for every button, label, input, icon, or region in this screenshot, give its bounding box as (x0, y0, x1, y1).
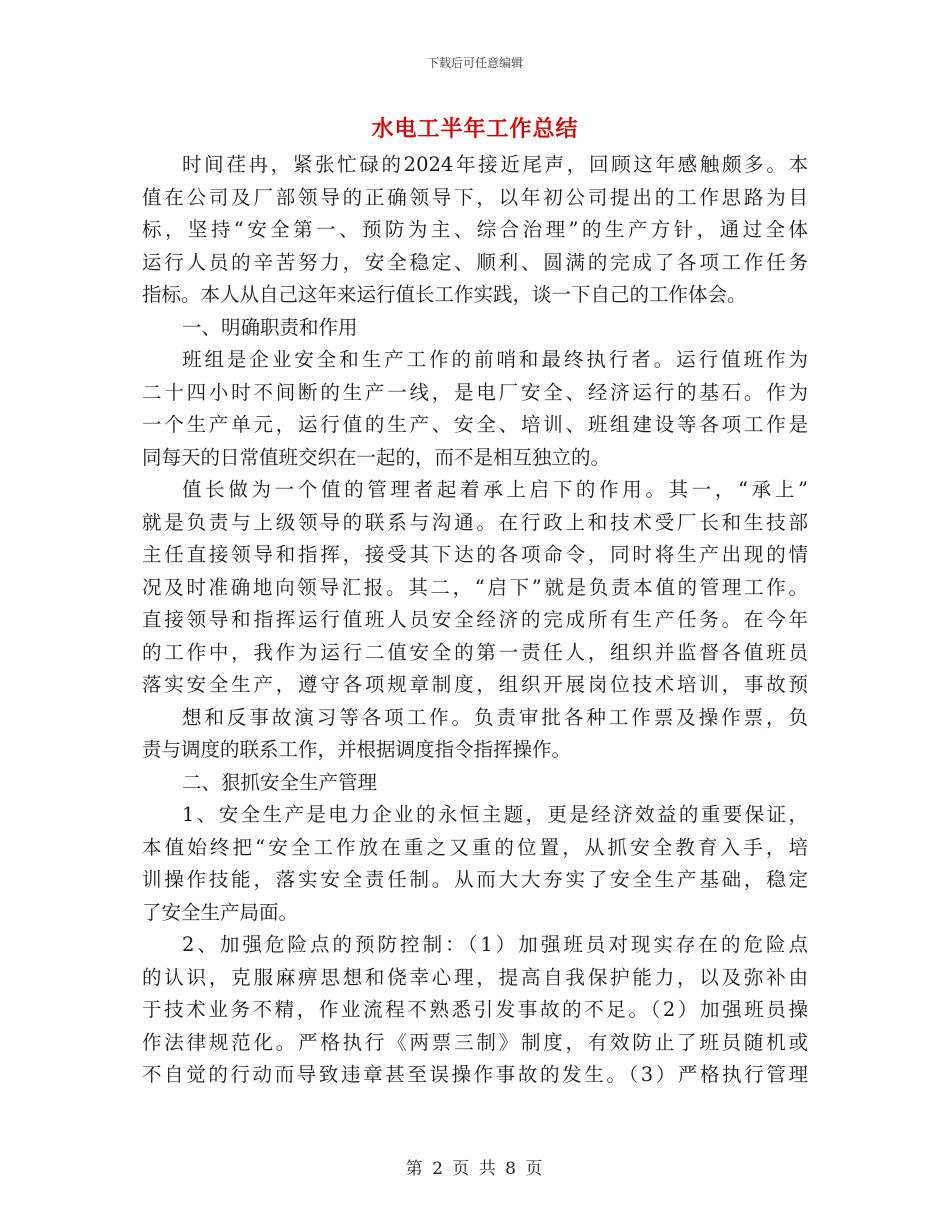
text-line: 就是负责与上级领导的联系与沟通。在行政上和技术受厂长和生技部 (142, 510, 808, 534)
text-line: 值在公司及厂部领导的正确领导下，以年初公司提出的工作思路为目 (142, 185, 808, 209)
text-line: 一个生产单元，运行值的生产、安全、培训、班组建设等各项工作是 (142, 413, 808, 436)
page-header-note: 下载后可任意编辑 (426, 56, 523, 70)
text-line: 标，坚持“安全第一、预防为主、综合治理”的生产方针，通过全体 (142, 218, 808, 241)
text-line: 一、明确职责和作用 (182, 315, 358, 339)
text-line: 二十四小时不间断的生产一线，是电厂安全、经济运行的基石。作为 (142, 380, 808, 404)
text-line: 的认识，克服麻痹思想和侥幸心理，提高自我保护能力，以及弥补由 (142, 965, 808, 989)
text-line: 落实安全生产，遵守各项规章制度，组织开展岗位技术培训，事故预 (142, 673, 808, 696)
text-line: 于技术业务不精，作业流程不熟悉引发事故的不足。（2）加强班员操 (142, 998, 808, 1021)
document-body (142, 149, 808, 1092)
text-line: 运行人员的辛苦努力，安全稳定、顺利、圆满的完成了各项工作任务 (142, 250, 808, 274)
page-footer-number: 第 2 页 共 8 页 (405, 1159, 545, 1179)
text-line: 班组是企业安全和生产工作的前哨和最终执行者。运行值班作为 (182, 348, 808, 371)
text-line: 2、加强危险点的预防控制：（1）加强班员对现实存在的危险点 (182, 933, 808, 956)
text-line: 指标。本人从自己这年来运行值长工作实践，谈一下自己的工作体会。 (142, 283, 747, 306)
text-line: 训操作技能，落实安全责任制。从而大大夯实了安全生产基础，稳定 (142, 868, 808, 891)
text-line: 同每天的日常值班交织在一起的，而不是相互独立的。 (142, 445, 611, 469)
text-line: 了安全生产局面。 (142, 900, 299, 924)
text-line: 值长做为一个值的管理者起着承上启下的作用。其一，“承上” (182, 478, 808, 501)
text-line: 想和反事故演习等各项工作。负责审批各种工作票及操作票，负 (182, 705, 808, 729)
text-line: 时间荏冉，紧张忙碌的2024年接近尾声，回顾这年感触颇多。本 (182, 153, 808, 176)
text-line: 直接领导和指挥运行值班人员安全经济的完成所有生产任务。在今年 (142, 608, 808, 631)
text-line: 二、狠抓安全生产管理 (182, 770, 378, 794)
document-title: 水电工半年工作总结 (371, 116, 579, 142)
text-line: 作法律规范化。严格执行《两票三制》制度，有效防止了班员随机或 (142, 1030, 808, 1054)
text-line: 1、安全生产是电力企业的永恒主题，更是经济效益的重要保证， (182, 803, 808, 826)
text-line: 本值始终把“安全工作放在重之又重的位置，从抓安全教育入手，培 (142, 835, 808, 859)
text-line: 主任直接领导和指挥，接受其下达的各项命令，同时将生产出现的情 (142, 543, 808, 566)
text-line: 的工作中，我作为运行二值安全的第一责任人，组织并监督各值班员 (142, 640, 808, 664)
text-line: 不自觉的行动而导致违章甚至误操作事故的发生。（3）严格执行管理 (142, 1063, 808, 1086)
text-line: 责与调度的联系工作，并根据调度指令指挥操作。 (142, 738, 572, 761)
text-line: 况及时准确地向领导汇报。其二，“启下”就是负责本值的管理工作。 (142, 575, 808, 599)
